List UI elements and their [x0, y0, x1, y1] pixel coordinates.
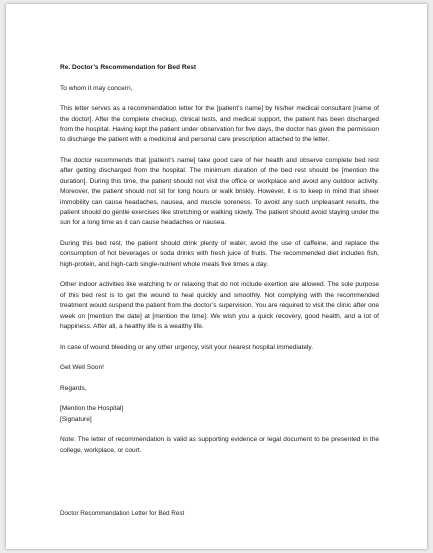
letter-salutation: To whom it may concern,: [60, 84, 133, 92]
regards: Regards,: [60, 384, 87, 392]
letter-subject: Re. Doctor’s Recommendation for Bed Rest: [60, 64, 197, 71]
signature-line: [Signature]: [60, 415, 92, 423]
paragraph-intro: This letter serves as a recommendation letter for the [patient’s name] by his/her medical consultant [name of the doctor]. After the complete checkup, clinical tests, and medical support, the patient has been discharged from the hospital. Having kept the patient under observation for five days, the doctor has given the permission to discharge the patient with a medicinal and personal care prescription attached to the letter.: [60, 105, 379, 144]
letter-note: Note: The letter of recommendation is valid as supporting evidence or legal document to be presented in the college, workplace, or court.: [60, 436, 379, 454]
closing-wish: Get Well Soon!: [60, 364, 104, 372]
letter-body: [60, 63, 379, 466]
paragraph-diet: During this bed rest, the patient should drink plenty of water, avoid the use of caffeine, and replace the consumption of hot beverages or soda drinks with fresh juice of fruits. The recommended diet includes fish, high-protein, and high-carb single-nutrient whole meals five times a day.: [60, 240, 379, 268]
paragraph-recommendation: The doctor recommends that [patient’s name] take good care of her health and observe complete bed rest after getting discharged from the hospital. The minimum duration of the bed rest should be [mention the duration]. During this time, the patient should not visit the office or workplace and avoid any outdoor activity. Moreover, the patient should not sit for long hours or walk briskly. However, it is to keep in mind that sheer immobility can cause headaches, nausea, and muscle soreness. To avoid any such unpleasant results, the patient should do gentle exercises like stretching or walking slowly. The patient should avoid staying under the sun for a long time as it can cause headaches or nausea.: [60, 157, 379, 227]
signature-hospital: [Mention the Hospital]: [60, 405, 124, 413]
page-footer: Doctor Recommendation Letter for Bed Rest: [60, 510, 185, 517]
paragraph-urgency: In case of wound bleeding or any other urgency, visit your nearest hospital immediately.: [60, 343, 314, 351]
paragraph-activities: Other indoor activities like watching tv or relaxing that do not include exertion are allowed. The sole purpose of this bed rest is to get the wound to heal quickly and smoothly. Not complying with the recommended treatment would suspend the patient from the doctor’s supervision. You are required to visit the clinic after one week on [mention the date] at [mention the time]. We wish you a quick recovery, good health, and a lot of happiness. After all, a healthy life is a wealthy life.: [60, 281, 379, 331]
document-page: [6, 4, 427, 549]
